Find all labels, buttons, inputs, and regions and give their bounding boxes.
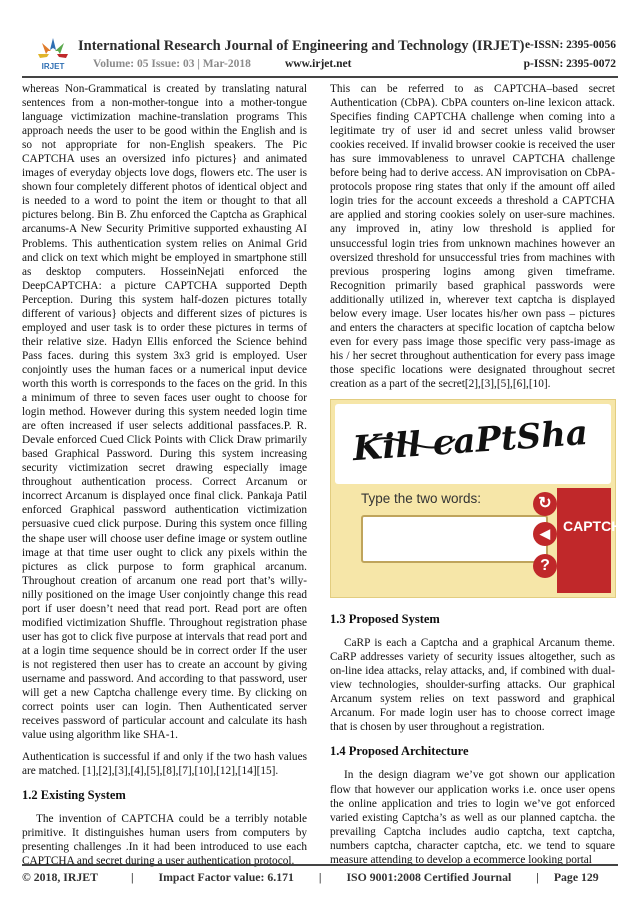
captcha-controls	[523, 488, 632, 593]
help-icon[interactable]: ?	[533, 554, 557, 578]
right-paragraph-1: This can be referred to as CAPTCHA–based secret Authentication (CbPA). CbPA counters on-line lexicon attack. Specifies finding CAPTCHA challenge when coming into a legitimate try of user id and secret unless valid browser cookies received. If invalid browser cookie is received the user has sure immovableness to unravel CAPTCHA challenge before being had to derive access. AN improvisation on CbPA-protocols propose ring states that only if the amount off ailed login tries for the account exceeds a threshold a CAPTCHA are applied and storing cookies solely on user-sure machines. any improved in, atiny low threshold is applied for unsuccessful login tries from unknown machines however an oversized threshold for unsuccessful tries from machines with previous prospering logins among given timeframe. Recognition primarily based graphical passwords were additionally utilized in, wherever text captcha is displayed below every image. User locates his/her own pass – pictures and enters the characters at specific location of captcha below even for every pass image those specific very pass-image as his / her secret throughout authentication for every pass image those specific locations were designated throughout secret creation as a part of the secret[2],[3],[5],[6],[10].	[330, 83, 615, 390]
e-issn: e-ISSN: 2395-0056	[524, 39, 616, 51]
section-heading-existing: 1.2 Existing System	[22, 788, 126, 803]
right-paragraph-2: CaRP is each a Captcha and a graphical Arcanum theme. CaRP addresses variety of security issues altogether, such as on-line idea attacks, relay attacks, and, if combined with dual-view technologies, shoulder-surfing attacks. Our graphical Arcanum system relies on text password and graphical Arcanum. For made login user has to choose correct image that is chosen by user throughout a registration.	[330, 637, 615, 734]
section-heading-proposed-architecture: 1.4 Proposed Architecture	[330, 744, 469, 759]
section-heading-proposed-system: 1.3 Proposed System	[330, 612, 440, 627]
journal-url[interactable]: www.irjet.net	[285, 58, 352, 70]
footer-separator: |	[318, 870, 322, 884]
captcha-image	[335, 404, 611, 484]
page-header	[0, 0, 638, 75]
footer-page-number: Page 129	[553, 870, 599, 884]
svg-text:Kill caPtSha: Kill caPtSha	[351, 412, 590, 470]
captcha-brand-label: CAPTCHA	[563, 518, 632, 535]
captcha-figure	[330, 399, 632, 598]
left-paragraph-3: The invention of CAPTCHA could be a terribly notable primitive. It distinguishes human users from computers by presenting challenges .In it had been introduced to use each CAPTCHA and secret during a user authentication protocol.	[22, 813, 307, 868]
audio-icon[interactable]: ◀	[533, 522, 557, 546]
footer-separator: |	[130, 870, 134, 884]
footer-separator: |	[536, 870, 539, 884]
footer-iso: ISO 9001:2008 Certified Journal	[346, 870, 512, 884]
footer-impact: Impact Factor value: 6.171	[158, 870, 294, 884]
right-paragraph-3: In the design diagram we’ve got shown our application flow that however our application works i.e. once user opens the online application and tries to login we’ve got enforced varied existing Captcha’s as well as our planned captcha. the prevailing Captcha includes audio captcha, text captcha, numbers captcha, character captcha, etc. we tend to square measure attending to develop a ecommerce looking portal	[330, 769, 615, 866]
captcha-distorted-text	[335, 404, 611, 484]
volume-issue: Volume: 05 Issue: 03 | Mar-2018	[93, 58, 251, 70]
footer-rule	[22, 864, 618, 866]
captcha-brand-bar	[557, 488, 611, 593]
page-footer	[22, 870, 618, 885]
svg-text:IRJET: IRJET	[41, 62, 65, 71]
left-paragraph-1: whereas Non-Grammatical is created by translating natural sentences from a non-mother-tongue into a mother-tongue language victimization machine-translation programs This approach needs the user to be good within the English and is so not appropriate for non-English speakers. The Pic CAPTCHA uses an oversized info pictures} and animated images of everyday objects love dogs, flowers etc. The user is shown four completely different photos of identical object and is needed to a word to point the item or thought to that all pictures belong. Bin B. Zhu enforced the Captcha as Graphical arcanums-A New Security Primitive supported exhausting AI Problems. This authentication system relies on Animal Grid and click on text which might be employed in smartphone still as desktop computers. HosseinNejati enforced the DeepCAPTCHA: a picture CAPTCHA supported Depth Perception. During this system half-dozen pictures totally different of various} objects and different sizes of pictures is employed and user task is to order these pictures in terms of their relative size. Hadyn Ellis enforced the Science behind Pass faces. during this system 3x3 grid is employed. User conjointly uses the human faces or a numerical input device worth this worth is corresponds to the faces on the grid. In this a minimum of three to seven faces user ought to choose for login method. However during this system needed login time are often increased if user selects additional passfaces.P. R. Devale enforced Cued Click Points with Click Draw primarily based Graphical Password. During this system increasing security victimization secret drawing especially image throughout authentication process. Correct Arcanum or incorrect Arcanum is displayed once final click. Pankaja Patil enforced Graphical password authentication victimization persuasive cued click purpose. During this system once filling the shape user will choose user define image or system outline image at that time user ought to click any pixels within the pictures as click purpose to form graphical arcanum. Throughout creation of arcanum one read port that’s willy-nilly positioned on the image User conjointly change this read port if user doesn’t need that read port. Read port are often modified victimization Shuffle. Throughout registration phase user has got to click five purpose at intervals that read port and at a login time sequence should be in correct order If the user is not registered then user has to create an account by giving username and password. And according to that password, user will get a new Captcha challenge every time. By clicking on correct points user can login. Then Authenticated server receives password of particular account and calculate its hash value using algorithm like SHA-1.	[22, 83, 307, 742]
journal-title: International Research Journal of Engineering and Technology (IRJET)	[78, 38, 525, 54]
captcha-answer-input[interactable]	[361, 515, 548, 563]
left-column	[22, 82, 307, 877]
left-paragraph-2: Authentication is successful if and only if the two hash values are matched. [1],[2],[3],[4],[5],[8],[7],[10],[12],[14][15].	[22, 751, 307, 778]
p-issn: p-ISSN: 2395-0072	[523, 58, 616, 70]
captcha-prompt: Type the two words:	[361, 491, 482, 507]
footer-copyright: © 2018, IRJET	[22, 870, 98, 884]
header-rule	[22, 76, 618, 78]
right-column	[330, 82, 632, 875]
irjet-logo	[34, 34, 72, 72]
refresh-icon[interactable]: ↻	[533, 492, 557, 516]
